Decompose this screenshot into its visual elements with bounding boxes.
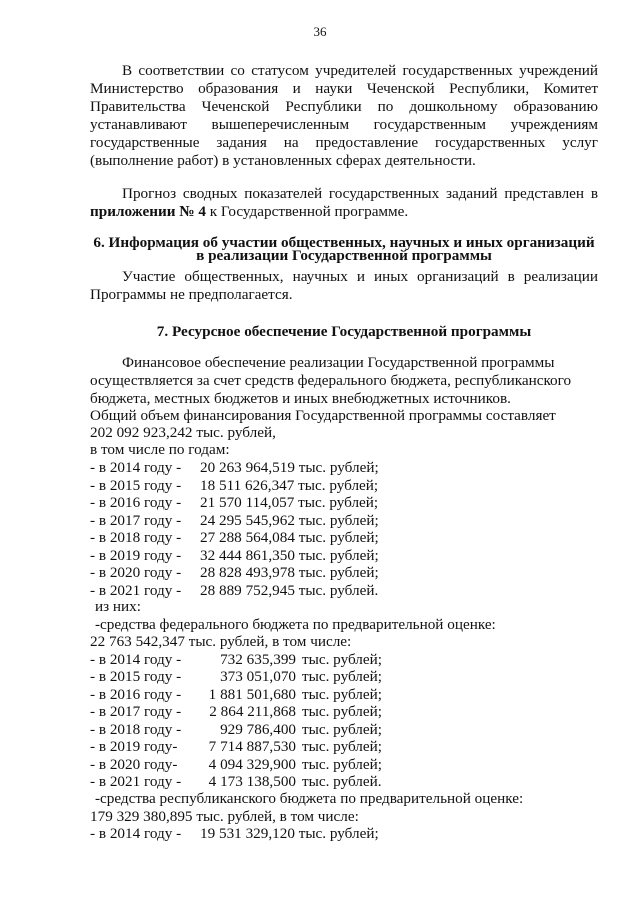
year-unit: тыс. рублей; xyxy=(302,686,382,703)
federal-intro: -средства федерального бюджета по предварительной оценке: xyxy=(95,616,496,633)
paragraph-forecast xyxy=(90,185,598,221)
list-item xyxy=(90,512,379,530)
list-item xyxy=(90,494,378,512)
year-label: - в 2021 году - xyxy=(90,773,182,790)
year-unit: тыс. рублей; xyxy=(302,738,382,755)
year-label: - в 2014 году - xyxy=(90,825,182,842)
year-amount: 32 444 861,350 тыс. рублей; xyxy=(200,547,379,564)
list-item xyxy=(90,703,382,721)
year-label: - в 2016 году - xyxy=(90,494,182,511)
year-label: - в 2016 году - xyxy=(90,686,182,703)
list-item xyxy=(90,686,382,704)
list-item xyxy=(90,564,379,582)
heading-line: 6. Информация об участии общественных, научных и иных организаций xyxy=(93,234,595,251)
year-amount: 7 714 887,530 xyxy=(208,738,296,755)
by-years-label: в том числе по годам: xyxy=(90,441,230,458)
year-label: - в 2018 году - xyxy=(90,721,182,738)
list-item xyxy=(90,651,382,669)
year-label: - в 2017 году - xyxy=(90,703,182,720)
year-label: - в 2015 году - xyxy=(90,668,182,685)
of-them-label: из них: xyxy=(95,598,141,615)
list-item xyxy=(90,668,382,686)
year-amount: 21 570 114,057 тыс. рублей; xyxy=(200,494,379,511)
year-amount: 4 094 329,900 xyxy=(208,756,296,773)
year-amount: 20 263 964,519 тыс. рублей; xyxy=(200,459,379,476)
year-unit: тыс. рублей; xyxy=(302,703,382,720)
list-item xyxy=(90,459,379,477)
paragraph-text-part: Прогноз сводных показателей государственных заданий представлен в xyxy=(122,185,598,202)
republic-total: 179 329 380,895 тыс. рублей, в том числе: xyxy=(90,808,359,825)
year-amount: 732 635,399 xyxy=(220,651,296,668)
year-label: - в 2019 году- xyxy=(90,738,178,755)
year-amount: 929 786,400 xyxy=(220,721,296,738)
page-number: 36 xyxy=(313,24,327,39)
year-label: - в 2017 году - xyxy=(90,512,182,529)
year-label: - в 2014 году - xyxy=(90,651,182,668)
paragraph-status xyxy=(90,62,598,170)
year-label: - в 2018 году - xyxy=(90,529,182,546)
list-item xyxy=(90,825,379,843)
heading-line: в реализации Государственной программы xyxy=(196,247,492,264)
year-label: - в 2014 году - xyxy=(90,459,182,476)
list-item xyxy=(90,773,382,791)
year-amount: 28 828 493,978 тыс. рублей; xyxy=(200,564,379,581)
year-amount: 19 531 329,120 тыс. рублей; xyxy=(200,825,379,842)
appendix-reference: приложении № 4 xyxy=(90,203,206,220)
list-item xyxy=(90,529,379,547)
paragraph-text xyxy=(90,185,598,221)
year-label: - в 2015 году - xyxy=(90,477,182,494)
list-item xyxy=(90,721,382,739)
year-amount: 28 889 752,945 тыс. рублей. xyxy=(200,582,379,599)
financing-line: Финансовое обеспечение реализации Государственной программы xyxy=(122,354,555,371)
list-item xyxy=(90,738,382,756)
year-label: - в 2021 году - xyxy=(90,582,182,599)
list-item xyxy=(90,756,382,774)
financing-line: бюджета, местных бюджетов и иных внебюджетных источников. xyxy=(90,390,511,407)
year-label: - в 2020 году- xyxy=(90,756,178,773)
total-line: Общий объем финансирования Государственной программы составляет xyxy=(90,407,556,424)
list-item xyxy=(90,547,379,565)
year-unit: тыс. рублей; xyxy=(302,651,382,668)
paragraph-text: В соответствии со статусом учредителей государственных учреждений Министерство образования и науки Чеченской Республики, Комитет Правительства Чеченской Республики по дошкольному образованию устанавливают вышеперечисленным государственным учреждениям государственные задания на предоставление государственных услуг (выполнение работ) в установленных сферах деятельности. xyxy=(90,62,598,169)
list-item xyxy=(90,477,378,495)
year-amount: 373 051,070 xyxy=(220,668,296,685)
section-7-heading: 7. Ресурсное обеспечение Государственной программы xyxy=(156,323,532,340)
year-unit: тыс. рублей; xyxy=(302,668,382,685)
federal-total: 22 763 542,347 тыс. рублей, в том числе: xyxy=(90,633,352,650)
year-label: - в 2020 году - xyxy=(90,564,182,581)
year-label: - в 2019 году - xyxy=(90,547,182,564)
paragraph-text-part: к Государственной программе. xyxy=(205,203,409,220)
year-amount: 24 295 545,962 тыс. рублей; xyxy=(200,512,379,529)
republic-intro: -средства республиканского бюджета по предварительной оценке: xyxy=(95,790,524,807)
section-6-heading xyxy=(90,236,598,262)
paragraph-participation xyxy=(90,268,598,304)
financing-line: осуществляется за счет средств федерального бюджета, республиканского xyxy=(90,372,572,389)
year-amount: 4 173 138,500 xyxy=(208,773,296,790)
year-unit: тыс. рублей. xyxy=(302,773,382,790)
year-amount: 18 511 626,347 тыс. рублей; xyxy=(200,477,379,494)
year-unit: тыс. рублей; xyxy=(302,756,382,773)
year-amount: 1 881 501,680 xyxy=(208,686,296,703)
year-amount: 2 864 211,868 xyxy=(209,703,296,720)
paragraph-text: Участие общественных, научных и иных организаций в реализации Программы не предполагается. xyxy=(90,268,598,303)
year-unit: тыс. рублей; xyxy=(302,721,382,738)
total-amount: 202 092 923,242 тыс. рублей, xyxy=(90,424,276,441)
year-amount: 27 288 564,084 тыс. рублей; xyxy=(200,529,379,546)
